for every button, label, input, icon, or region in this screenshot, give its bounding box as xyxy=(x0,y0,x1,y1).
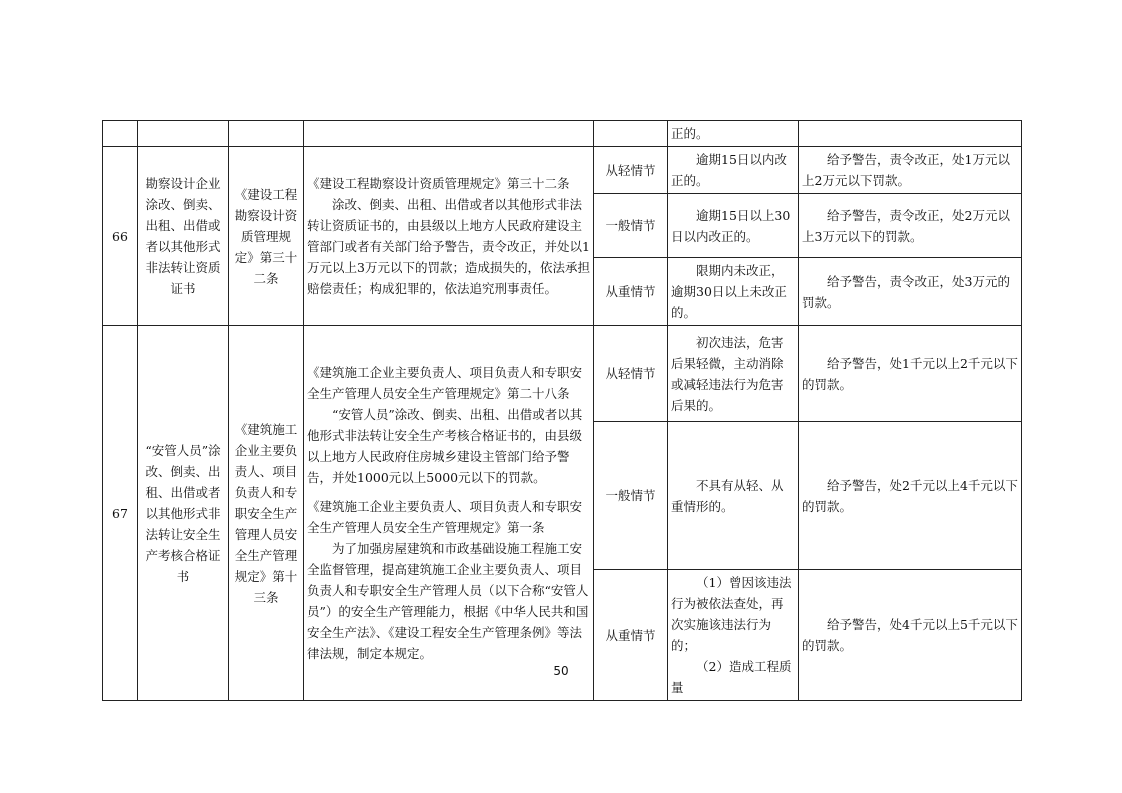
discretion-standard: 逾期15日以上30日以内改正的。 xyxy=(668,194,799,258)
standard-clause: （2）造成工程质量 xyxy=(671,659,792,695)
penalty: 给予警告，处4千元以上5千元以下的罚款。 xyxy=(799,570,1022,701)
discretion-standard: 不具有从轻、从重情形的。 xyxy=(668,422,799,570)
circumstance-level: 从重情节 xyxy=(594,570,668,701)
discretion-standard xyxy=(668,570,799,701)
penalty: 给予警告，责令改正，处1万元以上2万元以下罚款。 xyxy=(799,147,1022,194)
basis-title: 《建筑施工企业主要负责人、项目负责人和专职安全生产管理人员安全生产管理规定》第二十八条 xyxy=(307,365,583,401)
basis-paragraph: “安管人员”涂改、倒卖、出租、出借或者以其他形式非法转让安全生产考核合格证书的，由县级以上地方人民政府住房城乡建设主管部门给予警告，并处1000元以上5000元以下的罚款。 xyxy=(307,407,583,485)
discretion-standard: 初次违法，危害后果轻微，主动消除或减轻违法行为危害后果的。 xyxy=(668,326,799,422)
item-number: 66 xyxy=(103,147,138,326)
discretion-standard: 限期内未改正，逾期30日以上未改正的。 xyxy=(668,258,799,326)
violation-act: 勘察设计企业涂改、倒卖、出租、出借或者以其他形式非法转让资质证书 xyxy=(138,147,229,326)
legal-basis-short: 《建设工程勘察设计资质管理规定》第三十二条 xyxy=(229,147,304,326)
penalty-table xyxy=(102,120,1022,701)
legal-basis-text xyxy=(304,326,594,701)
penalty: 给予警告，处2千元以上4千元以下的罚款。 xyxy=(799,422,1022,570)
basis-paragraph: 涂改、倒卖、出租、出借或者以其他形式非法转让资质证书的，由县级以上地方人民政府建设主管部门或者有关部门给予警告，责令改正，并处以1万元以上3万元以下的罚款；造成损失的，依法承担赔偿责任；构成犯罪的，依法追究刑事责任。 xyxy=(307,197,590,296)
circumstance-level: 一般情节 xyxy=(594,422,668,570)
basis-title: 《建筑施工企业主要负责人、项目负责人和专职安全生产管理人员安全生产管理规定》第一条 xyxy=(307,499,583,535)
standard-clause: （1）曾因该违法行为被依法查处，再次实施该违法行为的； xyxy=(671,575,792,653)
circumstance-level: 从重情节 xyxy=(594,258,668,326)
penalty: 给予警告，责令改正，处2万元以上3万元以下的罚款。 xyxy=(799,194,1022,258)
table-row xyxy=(103,147,1022,194)
circumstance-level: 一般情节 xyxy=(594,194,668,258)
discretion-standard: 逾期15日以内改正的。 xyxy=(668,147,799,194)
penalty: 给予警告，责令改正，处3万元的罚款。 xyxy=(799,258,1022,326)
carry-over-row xyxy=(103,121,1022,147)
violation-act: “安管人员”涂改、倒卖、出租、出借或者以其他形式非法转让安全生产考核合格证书 xyxy=(138,326,229,701)
table-row xyxy=(103,326,1022,422)
legal-basis-text xyxy=(304,147,594,326)
item-number: 67 xyxy=(103,326,138,701)
carry-over-standard: 正的。 xyxy=(668,121,799,147)
circumstance-level: 从轻情节 xyxy=(594,326,668,422)
penalty: 给予警告，处1千元以上2千元以下的罚款。 xyxy=(799,326,1022,422)
basis-paragraph: 为了加强房屋建筑和市政基础设施工程施工安全监督管理，提高建筑施工企业主要负责人、项目负责人和专职安全生产管理人员（以下合称“安管人员”）的安全生产管理能力，根据《中华人民共和国安全生产法》、《建设工程安全生产管理条例》等法律法规，制定本规定。 xyxy=(307,541,589,661)
basis-title: 《建设工程勘察设计资质管理规定》第三十二条 xyxy=(307,176,570,191)
page-number: 50 xyxy=(553,664,569,678)
circumstance-level: 从轻情节 xyxy=(594,147,668,194)
legal-basis-short: 《建筑施工企业主要负责人、项目负责人和专职安全生产管理人员安全生产管理规定》第十三条 xyxy=(229,326,304,701)
